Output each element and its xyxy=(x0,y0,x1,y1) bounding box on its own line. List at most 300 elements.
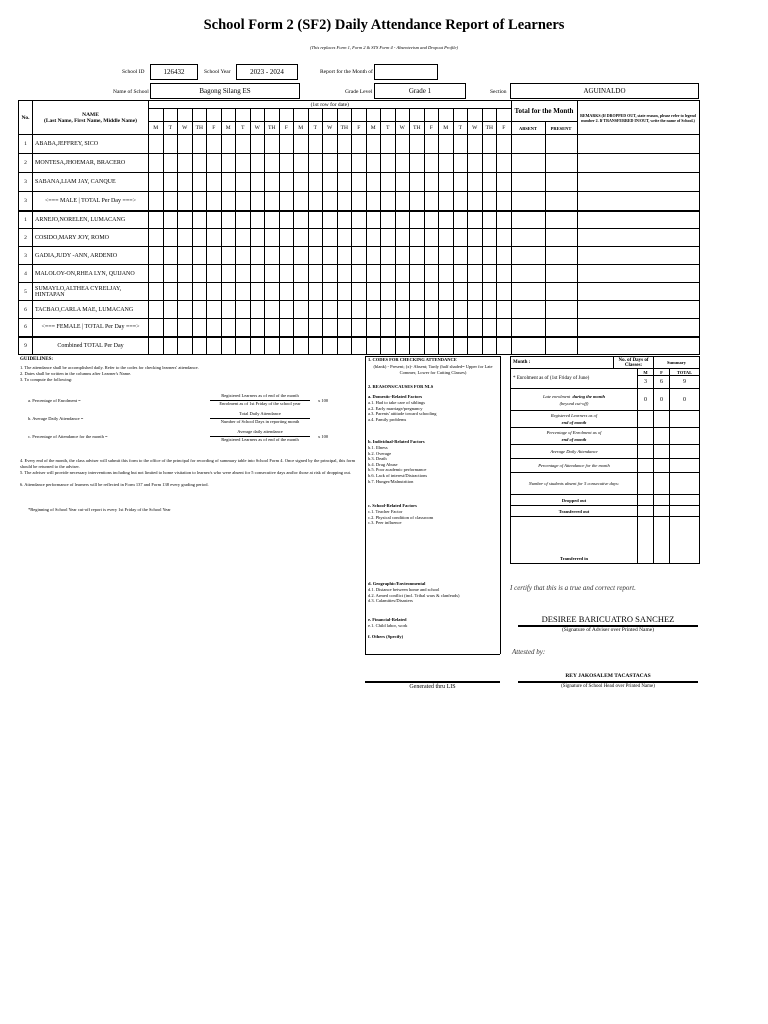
attendance-cell[interactable] xyxy=(323,301,338,319)
attendance-cell[interactable] xyxy=(149,337,164,355)
attendance-cell[interactable] xyxy=(294,283,309,301)
attendance-cell[interactable] xyxy=(439,301,454,319)
attendance-cell[interactable] xyxy=(250,192,265,211)
remarks-cell[interactable] xyxy=(577,154,699,173)
attendance-cell[interactable] xyxy=(279,301,294,319)
attendance-cell[interactable] xyxy=(207,192,222,211)
attendance-cell[interactable] xyxy=(497,154,512,173)
attendance-cell[interactable] xyxy=(294,211,309,229)
attendance-cell[interactable] xyxy=(381,173,396,192)
attendance-cell[interactable] xyxy=(468,192,483,211)
attendance-cell[interactable] xyxy=(337,173,352,192)
date-cell[interactable] xyxy=(352,109,367,122)
attendance-cell[interactable] xyxy=(439,319,454,337)
attendance-cell[interactable] xyxy=(337,265,352,283)
attendance-cell[interactable] xyxy=(482,301,497,319)
attendance-cell[interactable] xyxy=(294,173,309,192)
attendance-cell[interactable] xyxy=(352,154,367,173)
attendance-cell[interactable] xyxy=(250,265,265,283)
attendance-cell[interactable] xyxy=(453,211,468,229)
attendance-cell[interactable] xyxy=(366,135,381,154)
attendance-cell[interactable] xyxy=(468,211,483,229)
attendance-cell[interactable] xyxy=(265,283,280,301)
attendance-cell[interactable] xyxy=(395,192,410,211)
attendance-cell[interactable] xyxy=(497,337,512,355)
attendance-cell[interactable] xyxy=(178,301,193,319)
date-cell[interactable] xyxy=(439,109,454,122)
attendance-cell[interactable] xyxy=(424,192,439,211)
date-cell[interactable] xyxy=(250,109,265,122)
attendance-cell[interactable] xyxy=(207,265,222,283)
attendance-cell[interactable] xyxy=(163,229,178,247)
attendance-cell[interactable] xyxy=(337,154,352,173)
present-total-cell[interactable] xyxy=(545,211,577,229)
present-total-cell[interactable] xyxy=(545,192,577,211)
attendance-cell[interactable] xyxy=(192,173,207,192)
attendance-cell[interactable] xyxy=(453,283,468,301)
date-cell[interactable] xyxy=(482,109,497,122)
school-name-field[interactable]: Bagong Silang ES xyxy=(150,83,300,99)
date-cell[interactable] xyxy=(424,109,439,122)
attendance-cell[interactable] xyxy=(337,247,352,265)
attendance-cell[interactable] xyxy=(482,154,497,173)
date-cell[interactable] xyxy=(279,109,294,122)
attendance-cell[interactable] xyxy=(178,265,193,283)
attendance-cell[interactable] xyxy=(250,229,265,247)
date-cell[interactable] xyxy=(337,109,352,122)
attendance-cell[interactable] xyxy=(236,247,251,265)
attendance-cell[interactable] xyxy=(192,337,207,355)
attendance-cell[interactable] xyxy=(352,337,367,355)
attendance-cell[interactable] xyxy=(482,135,497,154)
attendance-cell[interactable] xyxy=(381,283,396,301)
attendance-cell[interactable] xyxy=(294,319,309,337)
attendance-cell[interactable] xyxy=(453,247,468,265)
attendance-cell[interactable] xyxy=(410,135,425,154)
attendance-cell[interactable] xyxy=(482,211,497,229)
attendance-cell[interactable] xyxy=(453,154,468,173)
attendance-cell[interactable] xyxy=(323,211,338,229)
date-cell[interactable] xyxy=(395,109,410,122)
attendance-cell[interactable] xyxy=(192,211,207,229)
attendance-cell[interactable] xyxy=(497,247,512,265)
attendance-cell[interactable] xyxy=(395,283,410,301)
remarks-cell[interactable] xyxy=(577,211,699,229)
attendance-cell[interactable] xyxy=(323,247,338,265)
attendance-cell[interactable] xyxy=(308,211,323,229)
attendance-cell[interactable] xyxy=(279,229,294,247)
present-total-cell[interactable] xyxy=(545,283,577,301)
attendance-cell[interactable] xyxy=(337,337,352,355)
attendance-cell[interactable] xyxy=(308,319,323,337)
attendance-cell[interactable] xyxy=(381,301,396,319)
attendance-cell[interactable] xyxy=(424,211,439,229)
date-cell[interactable] xyxy=(497,109,512,122)
attendance-cell[interactable] xyxy=(207,247,222,265)
attendance-cell[interactable] xyxy=(323,192,338,211)
attendance-cell[interactable] xyxy=(424,229,439,247)
attendance-cell[interactable] xyxy=(149,154,164,173)
attendance-cell[interactable] xyxy=(381,192,396,211)
attendance-cell[interactable] xyxy=(294,229,309,247)
attendance-cell[interactable] xyxy=(294,154,309,173)
attendance-cell[interactable] xyxy=(149,211,164,229)
present-total-cell[interactable] xyxy=(545,154,577,173)
attendance-cell[interactable] xyxy=(323,337,338,355)
attendance-cell[interactable] xyxy=(468,229,483,247)
attendance-cell[interactable] xyxy=(192,265,207,283)
attendance-cell[interactable] xyxy=(352,301,367,319)
date-cell[interactable] xyxy=(192,109,207,122)
attendance-cell[interactable] xyxy=(468,337,483,355)
attendance-cell[interactable] xyxy=(221,265,236,283)
remarks-cell[interactable] xyxy=(577,247,699,265)
attendance-cell[interactable] xyxy=(439,229,454,247)
attendance-cell[interactable] xyxy=(265,154,280,173)
attendance-cell[interactable] xyxy=(323,173,338,192)
attendance-cell[interactable] xyxy=(221,319,236,337)
attendance-cell[interactable] xyxy=(395,173,410,192)
attendance-cell[interactable] xyxy=(352,283,367,301)
attendance-cell[interactable] xyxy=(178,135,193,154)
remarks-cell[interactable] xyxy=(577,301,699,319)
attendance-cell[interactable] xyxy=(410,265,425,283)
attendance-cell[interactable] xyxy=(192,247,207,265)
attendance-cell[interactable] xyxy=(265,229,280,247)
attendance-cell[interactable] xyxy=(279,337,294,355)
attendance-cell[interactable] xyxy=(395,301,410,319)
attendance-cell[interactable] xyxy=(439,173,454,192)
attendance-cell[interactable] xyxy=(279,265,294,283)
attendance-cell[interactable] xyxy=(410,229,425,247)
grade-level-field[interactable]: Grade 1 xyxy=(374,83,466,99)
attendance-cell[interactable] xyxy=(236,301,251,319)
attendance-cell[interactable] xyxy=(250,337,265,355)
present-total-cell[interactable] xyxy=(545,301,577,319)
attendance-cell[interactable] xyxy=(424,135,439,154)
attendance-cell[interactable] xyxy=(279,247,294,265)
attendance-cell[interactable] xyxy=(439,265,454,283)
absent-total-cell[interactable] xyxy=(511,229,545,247)
date-cell[interactable] xyxy=(294,109,309,122)
attendance-cell[interactable] xyxy=(482,283,497,301)
attendance-cell[interactable] xyxy=(163,154,178,173)
attendance-cell[interactable] xyxy=(439,154,454,173)
attendance-cell[interactable] xyxy=(439,337,454,355)
attendance-cell[interactable] xyxy=(178,247,193,265)
attendance-cell[interactable] xyxy=(468,283,483,301)
attendance-cell[interactable] xyxy=(294,301,309,319)
attendance-cell[interactable] xyxy=(250,173,265,192)
attendance-cell[interactable] xyxy=(497,192,512,211)
attendance-cell[interactable] xyxy=(366,301,381,319)
attendance-cell[interactable] xyxy=(366,192,381,211)
attendance-cell[interactable] xyxy=(366,211,381,229)
date-cell[interactable] xyxy=(468,109,483,122)
attendance-cell[interactable] xyxy=(236,211,251,229)
attendance-cell[interactable] xyxy=(279,135,294,154)
attendance-cell[interactable] xyxy=(207,135,222,154)
attendance-cell[interactable] xyxy=(221,154,236,173)
attendance-cell[interactable] xyxy=(410,319,425,337)
attendance-cell[interactable] xyxy=(497,319,512,337)
attendance-cell[interactable] xyxy=(207,211,222,229)
attendance-cell[interactable] xyxy=(207,337,222,355)
attendance-cell[interactable] xyxy=(468,319,483,337)
attendance-cell[interactable] xyxy=(424,247,439,265)
attendance-cell[interactable] xyxy=(265,192,280,211)
attendance-cell[interactable] xyxy=(265,211,280,229)
attendance-cell[interactable] xyxy=(207,229,222,247)
attendance-cell[interactable] xyxy=(279,283,294,301)
attendance-cell[interactable] xyxy=(410,337,425,355)
attendance-cell[interactable] xyxy=(410,154,425,173)
present-total-cell[interactable] xyxy=(545,229,577,247)
attendance-cell[interactable] xyxy=(366,229,381,247)
attendance-cell[interactable] xyxy=(366,337,381,355)
attendance-cell[interactable] xyxy=(265,135,280,154)
attendance-cell[interactable] xyxy=(178,173,193,192)
attendance-cell[interactable] xyxy=(352,211,367,229)
attendance-cell[interactable] xyxy=(236,229,251,247)
attendance-cell[interactable] xyxy=(163,247,178,265)
attendance-cell[interactable] xyxy=(279,173,294,192)
attendance-cell[interactable] xyxy=(250,154,265,173)
attendance-cell[interactable] xyxy=(163,337,178,355)
attendance-cell[interactable] xyxy=(221,211,236,229)
attendance-cell[interactable] xyxy=(497,173,512,192)
date-cell[interactable] xyxy=(453,109,468,122)
attendance-cell[interactable] xyxy=(236,192,251,211)
absent-total-cell[interactable] xyxy=(511,173,545,192)
remarks-cell[interactable] xyxy=(577,265,699,283)
attendance-cell[interactable] xyxy=(192,229,207,247)
attendance-cell[interactable] xyxy=(352,173,367,192)
remarks-cell[interactable] xyxy=(577,135,699,154)
attendance-cell[interactable] xyxy=(178,319,193,337)
attendance-cell[interactable] xyxy=(337,301,352,319)
absent-total-cell[interactable] xyxy=(511,337,545,355)
attendance-cell[interactable] xyxy=(352,135,367,154)
attendance-cell[interactable] xyxy=(424,337,439,355)
attendance-cell[interactable] xyxy=(294,337,309,355)
attendance-cell[interactable] xyxy=(149,301,164,319)
attendance-cell[interactable] xyxy=(352,192,367,211)
attendance-cell[interactable] xyxy=(352,265,367,283)
absent-total-cell[interactable] xyxy=(511,265,545,283)
date-cell[interactable] xyxy=(163,109,178,122)
attendance-cell[interactable] xyxy=(250,283,265,301)
attendance-cell[interactable] xyxy=(163,192,178,211)
attendance-cell[interactable] xyxy=(221,173,236,192)
attendance-cell[interactable] xyxy=(410,192,425,211)
attendance-cell[interactable] xyxy=(236,283,251,301)
attendance-cell[interactable] xyxy=(439,247,454,265)
attendance-cell[interactable] xyxy=(424,154,439,173)
attendance-cell[interactable] xyxy=(337,229,352,247)
attendance-cell[interactable] xyxy=(236,135,251,154)
attendance-cell[interactable] xyxy=(265,173,280,192)
attendance-cell[interactable] xyxy=(395,229,410,247)
attendance-cell[interactable] xyxy=(149,173,164,192)
attendance-cell[interactable] xyxy=(178,192,193,211)
attendance-cell[interactable] xyxy=(221,247,236,265)
attendance-cell[interactable] xyxy=(366,154,381,173)
attendance-cell[interactable] xyxy=(453,135,468,154)
attendance-cell[interactable] xyxy=(497,283,512,301)
attendance-cell[interactable] xyxy=(308,283,323,301)
attendance-cell[interactable] xyxy=(178,229,193,247)
date-cell[interactable] xyxy=(207,109,222,122)
attendance-cell[interactable] xyxy=(453,229,468,247)
attendance-cell[interactable] xyxy=(395,154,410,173)
attendance-cell[interactable] xyxy=(163,319,178,337)
attendance-cell[interactable] xyxy=(468,301,483,319)
attendance-cell[interactable] xyxy=(337,283,352,301)
attendance-cell[interactable] xyxy=(352,247,367,265)
attendance-cell[interactable] xyxy=(482,173,497,192)
attendance-cell[interactable] xyxy=(395,211,410,229)
attendance-cell[interactable] xyxy=(453,301,468,319)
attendance-cell[interactable] xyxy=(308,192,323,211)
attendance-cell[interactable] xyxy=(221,229,236,247)
school-year-field[interactable]: 2023 - 2024 xyxy=(236,64,298,80)
present-total-cell[interactable] xyxy=(545,173,577,192)
attendance-cell[interactable] xyxy=(381,337,396,355)
attendance-cell[interactable] xyxy=(236,337,251,355)
attendance-cell[interactable] xyxy=(453,192,468,211)
attendance-cell[interactable] xyxy=(308,173,323,192)
date-cell[interactable] xyxy=(149,109,164,122)
attendance-cell[interactable] xyxy=(395,135,410,154)
attendance-cell[interactable] xyxy=(207,283,222,301)
attendance-cell[interactable] xyxy=(323,319,338,337)
attendance-cell[interactable] xyxy=(482,229,497,247)
attendance-cell[interactable] xyxy=(366,173,381,192)
attendance-cell[interactable] xyxy=(395,319,410,337)
attendance-cell[interactable] xyxy=(381,154,396,173)
attendance-cell[interactable] xyxy=(294,192,309,211)
present-total-cell[interactable] xyxy=(545,247,577,265)
attendance-cell[interactable] xyxy=(453,265,468,283)
attendance-cell[interactable] xyxy=(468,154,483,173)
attendance-cell[interactable] xyxy=(323,265,338,283)
attendance-cell[interactable] xyxy=(221,283,236,301)
attendance-cell[interactable] xyxy=(294,247,309,265)
absent-total-cell[interactable] xyxy=(511,247,545,265)
attendance-cell[interactable] xyxy=(381,211,396,229)
attendance-cell[interactable] xyxy=(163,283,178,301)
attendance-cell[interactable] xyxy=(250,247,265,265)
attendance-cell[interactable] xyxy=(308,247,323,265)
attendance-cell[interactable] xyxy=(308,337,323,355)
attendance-cell[interactable] xyxy=(149,265,164,283)
attendance-cell[interactable] xyxy=(207,173,222,192)
attendance-cell[interactable] xyxy=(163,211,178,229)
attendance-cell[interactable] xyxy=(497,211,512,229)
attendance-cell[interactable] xyxy=(250,211,265,229)
attendance-cell[interactable] xyxy=(207,319,222,337)
attendance-cell[interactable] xyxy=(337,211,352,229)
date-cell[interactable] xyxy=(381,109,396,122)
attendance-cell[interactable] xyxy=(207,154,222,173)
attendance-cell[interactable] xyxy=(482,192,497,211)
attendance-cell[interactable] xyxy=(424,265,439,283)
attendance-cell[interactable] xyxy=(149,192,164,211)
absent-total-cell[interactable] xyxy=(511,211,545,229)
attendance-cell[interactable] xyxy=(149,229,164,247)
present-total-cell[interactable] xyxy=(545,337,577,355)
attendance-cell[interactable] xyxy=(424,301,439,319)
attendance-cell[interactable] xyxy=(453,319,468,337)
attendance-cell[interactable] xyxy=(482,337,497,355)
attendance-cell[interactable] xyxy=(410,247,425,265)
attendance-cell[interactable] xyxy=(424,173,439,192)
attendance-cell[interactable] xyxy=(323,154,338,173)
attendance-cell[interactable] xyxy=(352,319,367,337)
attendance-cell[interactable] xyxy=(294,265,309,283)
attendance-cell[interactable] xyxy=(236,265,251,283)
attendance-cell[interactable] xyxy=(149,247,164,265)
attendance-cell[interactable] xyxy=(439,192,454,211)
remarks-cell[interactable] xyxy=(577,192,699,211)
date-cell[interactable] xyxy=(308,109,323,122)
attendance-cell[interactable] xyxy=(497,265,512,283)
attendance-cell[interactable] xyxy=(366,247,381,265)
attendance-cell[interactable] xyxy=(308,135,323,154)
attendance-cell[interactable] xyxy=(424,319,439,337)
attendance-cell[interactable] xyxy=(410,211,425,229)
remarks-cell[interactable] xyxy=(577,319,699,337)
attendance-cell[interactable] xyxy=(308,154,323,173)
date-cell[interactable] xyxy=(323,109,338,122)
absent-total-cell[interactable] xyxy=(511,319,545,337)
attendance-cell[interactable] xyxy=(468,135,483,154)
attendance-cell[interactable] xyxy=(395,247,410,265)
attendance-cell[interactable] xyxy=(323,229,338,247)
attendance-cell[interactable] xyxy=(453,173,468,192)
date-cell[interactable] xyxy=(366,109,381,122)
attendance-cell[interactable] xyxy=(323,283,338,301)
attendance-cell[interactable] xyxy=(236,173,251,192)
date-cell[interactable] xyxy=(178,109,193,122)
attendance-cell[interactable] xyxy=(250,319,265,337)
attendance-cell[interactable] xyxy=(192,135,207,154)
attendance-cell[interactable] xyxy=(279,154,294,173)
report-month-field[interactable] xyxy=(374,64,438,80)
remarks-cell[interactable] xyxy=(577,283,699,301)
attendance-cell[interactable] xyxy=(468,247,483,265)
attendance-cell[interactable] xyxy=(381,247,396,265)
attendance-cell[interactable] xyxy=(149,319,164,337)
attendance-cell[interactable] xyxy=(192,283,207,301)
attendance-cell[interactable] xyxy=(207,301,222,319)
present-total-cell[interactable] xyxy=(545,319,577,337)
attendance-cell[interactable] xyxy=(482,265,497,283)
date-cell[interactable] xyxy=(410,109,425,122)
attendance-cell[interactable] xyxy=(395,337,410,355)
absent-total-cell[interactable] xyxy=(511,135,545,154)
attendance-cell[interactable] xyxy=(221,135,236,154)
absent-total-cell[interactable] xyxy=(511,283,545,301)
attendance-cell[interactable] xyxy=(236,319,251,337)
attendance-cell[interactable] xyxy=(294,135,309,154)
attendance-cell[interactable] xyxy=(381,135,396,154)
attendance-cell[interactable] xyxy=(366,265,381,283)
attendance-cell[interactable] xyxy=(308,265,323,283)
attendance-cell[interactable] xyxy=(381,265,396,283)
attendance-cell[interactable] xyxy=(453,337,468,355)
